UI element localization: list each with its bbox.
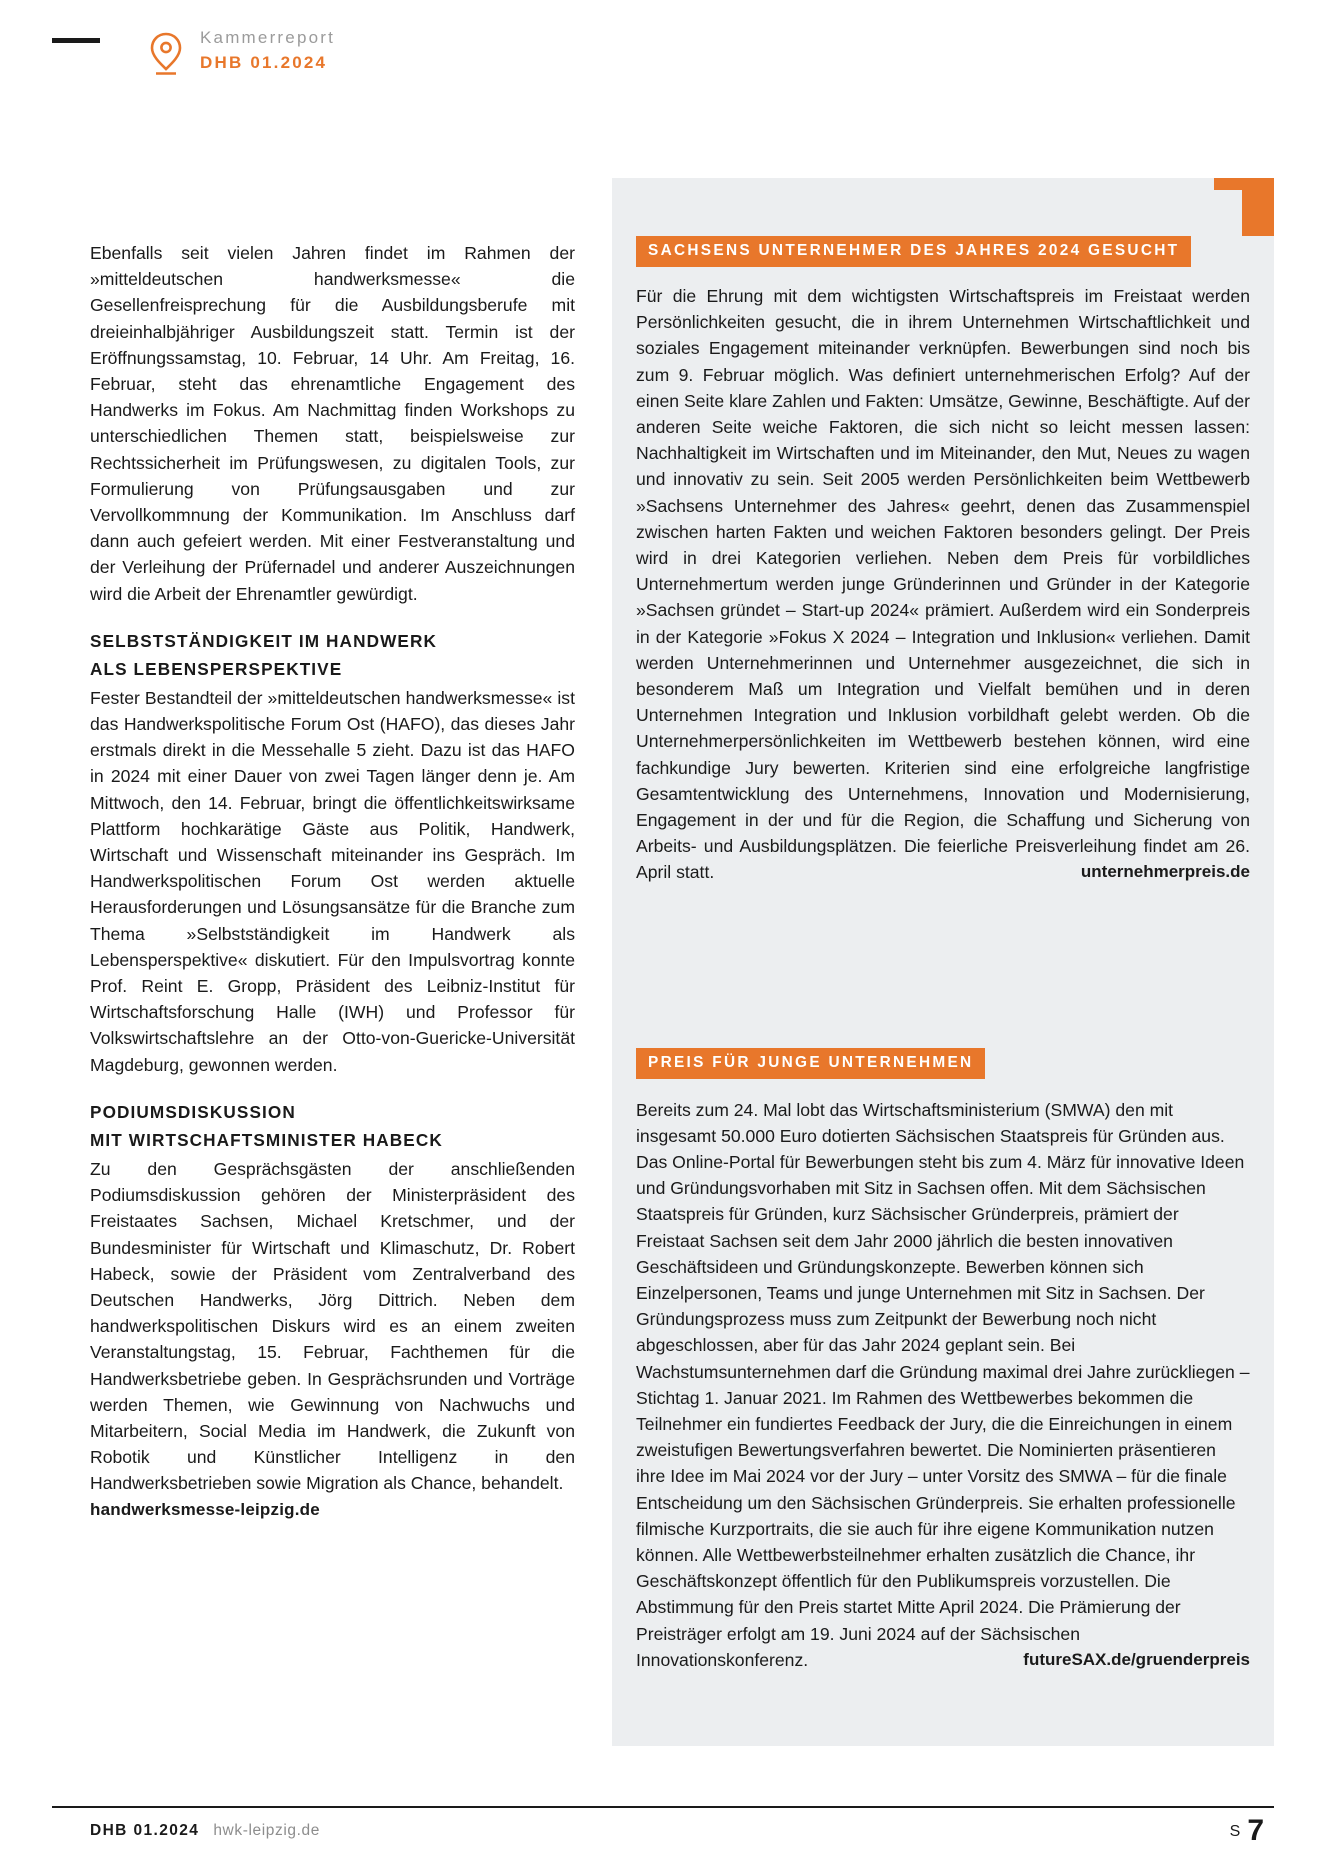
footer-rule [52,1806,1274,1808]
right-column-section-2 [636,1048,1250,1691]
section-2-band-label: PREIS FÜR JUNGE UNTERNEHMEN [636,1048,985,1079]
left-heading-2-line-2: MIT WIRTSCHAFTSMINISTER HABECK [90,1129,443,1150]
footer-right [1230,1814,1264,1848]
handwerksmesse-link[interactable]: handwerksmesse-leipzig.de [90,1499,320,1519]
page-number: 7 [1247,1814,1264,1847]
left-paragraph-2: Fester Bestandteil der »mitteldeutschen handwerksmesse« ist das Handwerkspolitische Forum Ost (HAFO), das dieses Jahr erstmals direkt in die Messehalle 5 zieht. Dazu ist das HAFO in 2024 mit einer Dauer von zwei Tagen länger denn je. Am Mittwoch, den 14. Februar, bringt die öffentlichkeitswirksame Plattform hochkarätige Gäste aus Politik, Handwerk, Wirtschaft und Wissenschaft miteinander ins Gespräch. Im Handwerkspolitischen Forum Ost werden aktuelle Herausforderungen und Lösungsansätze für die Branche zum Thema »Selbstständigkeit im Handwerk als Lebensperspektive« diskutiert. Für den Impulsvortrag konnte Prof. Reint E. Gropp, Präsident des Leibniz-Institut für Wirtschaftsforschung Halle (IWH) und Professor für Volkswirtschaftslehre an der Otto-von-Guericke-Universität Magdeburg, gewonnen werden. [90,687,575,1075]
header-issue: DHB 01.2024 [200,53,328,72]
footer-left [90,1822,320,1840]
page-label: S [1229,1823,1242,1840]
futuresax-link[interactable]: futureSAX.de/gruenderpreis [1023,1649,1250,1669]
section-1-band-label: SACHSENS UNTERNEHMER DES JAHRES 2024 GESUCHT [636,236,1191,267]
unternehmerpreis-link[interactable]: unternehmerpreis.de [1080,862,1250,882]
section-2-paragraph-text: Bereits zum 24. Mal lobt das Wirtschaftsministerium (SMWA) den mit insgesamt 50.000 Euro dotierten Sächsischen Staatspreis für Gründen aus. Das Online-Portal für Bewerbungen steht bis zum 4. März für innovative Ideen und Gründungsvorhaben mit Sitz in Sachsen offen. Mit dem Sächsischen Staatspreis für Gründen, kurz Sächsischer Gründerpreis, prämiert der Freistaat Sachsen seit dem Jahr 2000 jährlich die besten innovativen Geschäftsideen und Gründungskonzepte. Bewerben können sich Einzelpersonen, Teams und junge Unternehmen mit Sitz in Sachsen. Der Gründungsprozess muss zum Zeitpunkt der Bewerbung noch nicht abgeschlossen, aber für das Jahr 2024 geplant sein. Bei Wachstumsunternehmen darf die Gründung maximal drei Jahre zurückliegen – Stichtag 1. Januar 2021. Im Rahmen des Wettbewerbes bekommen die Teilnehmer ein fundiertes Feedback der Jury, die die Einreichungen in einem zweistufigen Bewertungsverfahren bewertet. Die Nominierten präsentieren ihre Idee im Mai 2024 vor der Jury – unter Vorsitz des SMWA – für die finale Entscheidung um den Sächsischen Gründerpreis. Sie erhalten professionelle filmische Kurzportraits, die sie auch für ihre eigene Kommunikation nutzen können. Alle Wettbewerbsteilnehmer erhalten zusätzlich die Chance, ihr Geschäftskonzept öffentlich für den Publikumspreis vorzustellen. Die Abstimmung für den Preis startet Mitte April 2024. Die Prämierung der Preisträger erfolgt am 19. Juni 2024 auf der Sächsischen Innovationskonferenz. [636,1099,1250,1670]
section-1-paragraph [636,283,1250,886]
footer-issue: DHB 01.2024 [90,1822,200,1839]
left-paragraph-3: Zu den Gesprächsgästen der anschließenden Podiumsdiskussion gehören der Ministerpräsident des Freistaates Sachsen, Michael Kretschmer, und der Bundesminister für Wirtschaft und Klimaschutz, Dr. Robert Habeck, sowie der Präsident vom Zentralverband des Deutschen Handwerks, Jörg Dittrich. Neben dem handwerkspolitischen Diskurs wird es an einem zweiten Veranstaltungstag, 15. Februar, Fachthemen für die Handwerksbetriebe geben. In Gesprächsrunden und Vorträge werden Themen, wie Gewinnung von Nachwuchs und Mitarbeitern, Social Media im Handwerk, die Zukunft von Robotik und Künstlicher Intelligenz in den Handwerksbetrieben sowie Migration als Chance, behandelt. [90,1158,575,1494]
left-paragraph-1: Ebenfalls seit vielen Jahren findet im Rahmen der »mitteldeutschen handwerksmesse« die Gesellenfreisprechung für die Ausbildungsberufe mit dreieinhalbjähriger Ausbildungszeit statt. Termin ist der Eröffnungssamstag, 10. Februar, 14 Uhr. Am Freitag, 16. Februar, steht das ehrenamtliche Engagement des Handwerks im Fokus. Am Nachmittag finden Workshops zu unterschiedlichen Themen statt, beispielsweise zur Rechtssicherheit im Prüfungswesen, zu digitalen Tools, zur Formulierung von Prüfungsausgaben und zur Vervollkommnung der Kommunikation. Im Anschluss darf dann auch gefeiert werden. Mit einer Festveranstaltung und der Verleihung der Prüfernadel und anderer Auszeichnungen wird die Arbeit der Ehrenamtler gewürdigt. [90,243,575,604]
left-heading-1-line-1: SELBSTSTÄNDIGKEIT IM HANDWERK [90,630,437,651]
left-heading-1-line-2: ALS LEBENSPERSPEKTIVE [90,658,343,679]
header-text-block [200,26,335,76]
header-kammerreport: Kammerreport [200,28,336,47]
left-column [90,240,575,1523]
header-rule [52,38,100,43]
corner-accent-mark [1242,178,1274,236]
page-footer [52,1806,1274,1850]
section-1-paragraph-text: Für die Ehrung mit dem wichtigsten Wirtschaftspreis im Freistaat werden Persönlichkeiten gesucht, die in ihrem Unternehmen Wirtschaftlichkeit und soziales Engagement miteinander verknüpfen. Bewerbungen sind noch bis zum 9. Februar möglich. Was definiert unternehmerischen Erfolg? Auf der einen Seite klare Zahlen und Fakten: Umsätze, Gewinne, Beschäftigte. Auf der anderen Seite weiche Faktoren, die sich nicht so leicht messen lassen: Nachhaltigkeit im Wirtschaften und im Miteinander, den Mut, Neues zu wagen und innovativ zu sein. Seit 2005 werden Persönlichkeiten beim Wettbewerb »Sachsens Unternehmer des Jahres« geehrt, denen das Zusammenspiel zwischen harten Fakten und weichen Faktoren besonders gelingt. Der Preis wird in drei Kategorien verliehen. Neben dem Preis für vorbildliches Unternehmertum werden junge Gründerinnen und Gründer in der Kategorie »Sachsen gründet – Start-up 2024« prämiert. Außerdem wird ein Sonderpreis in der Kategorie »Fokus X 2024 – Integration und Inklusion« verliehen. Damit werden Unternehmerinnen und Unternehmer ausgezeichnet, die sich in besonderem Maß um Integration und Vielfalt bemühen und in deren Unternehmen Integration und Inklusion vorbildhaft gelebt werden. Ob die Unternehmerpersönlichkeiten im Wettbewerb bestehen können, wird eine fachkundige Jury bewerten. Kriterien sind eine erfolgreiche langfristige Gesamtentwicklung des Unternehmens, Innovation und Modernisierung, Engagement in der und für die Region, die Schaffung und Sicherung von Arbeits- und Ausbildungsplätzen. Die feierliche Preisverleihung findet am 26. April statt. [636,286,1250,883]
section-2-band-wrap [636,1048,1250,1079]
right-column-section-1 [636,236,1250,886]
left-heading-2-line-1: PODIUMSDISKUSSION [90,1101,296,1122]
section-2-paragraph [636,1097,1250,1673]
section-1-band-wrap [636,236,1250,267]
location-pin-icon [148,31,184,77]
page-header [52,26,1274,96]
footer-site[interactable]: hwk-leipzig.de [213,1822,320,1839]
